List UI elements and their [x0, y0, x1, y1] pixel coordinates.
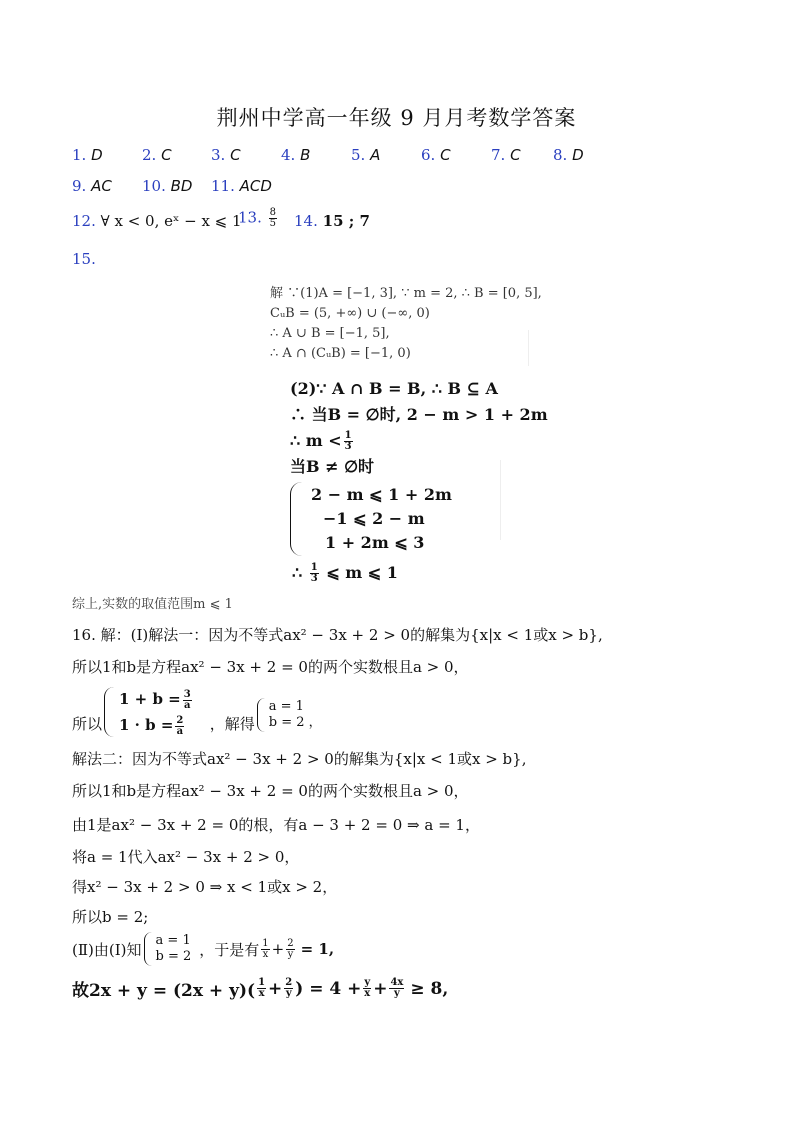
answer-7: 7. C	[491, 146, 521, 164]
left-brace	[290, 482, 305, 556]
answer-13: 13. $\frac{8}{5}$	[238, 207, 277, 229]
answer-12: 12. ∀ x < 0, eˣ − x ⩽ 1	[72, 212, 242, 230]
q15-system: 2 − m ⩽ 1 + 2m −1 ⩽ 2 − m 1 + 2m ⩽ 3	[290, 482, 452, 556]
q16-final-line: 故2x + y = (2x + y)( $\frac{1}{x}$ + $\frac{2}{y}$ ) = 4 + $\frac{y}{x}$ + $\frac{4x}{y}$ ≥ 8,	[72, 977, 449, 1001]
answer-14: 14. 15 ; 7	[294, 212, 370, 230]
q16-line-7: 将a = 1代入ax² − 3x + 2 > 0，	[72, 848, 300, 866]
q15-part1: 解 ∵(1)A = [−1, 3], ∵ m = 2, ∴ B = [0, 5], CᵤB = (5, +∞) ∪ (−∞, 0) ∴ A ∪ B = [−1, 5], ∴ A ∩ (CᵤB) = [−1, 0)	[270, 286, 542, 361]
answer-9: 9. AC	[72, 177, 112, 195]
left-brace	[104, 687, 115, 737]
q16-system-a: 所以 1 + b = $\frac{3}{a}$ 1 · b = $\frac{2}{a}$ ，解得 a = 1 b = 2 ，	[72, 688, 322, 737]
q16-line-1: 16. 解：(Ⅰ)解法一：因为不等式ax² − 3x + 2 > 0的解集为{x|x < 1或x > b},	[72, 626, 603, 644]
answer-10: 10. BD	[142, 177, 193, 195]
page-title: 荆州中学高一年级 9 月月考数学答案	[216, 106, 577, 130]
answer-6: 6. C	[421, 146, 451, 164]
answer-8: 8. D	[553, 146, 584, 164]
q16-part2-line: (Ⅱ)由(Ⅰ)知 a = 1 b = 2 ，于是有 $\frac{1}{x}$ + $\frac{2}{y}$ = 1,	[72, 933, 335, 964]
scan-edge-2	[500, 460, 501, 540]
q16-line-2: 所以1和b是方程ax² − 3x + 2 = 0的两个实数根且a > 0，	[72, 658, 469, 676]
q15-part2: (2)∵ A ∩ B = B, ∴ B ⊆ A ∴ 当B = ∅时, 2 − m > 1 + 2m ∴ m < $\frac{1}{3}$ 当B ≠ ∅时	[290, 379, 548, 476]
q16-line-9: 所以b = 2;	[72, 908, 149, 926]
answer-4: 4. B	[281, 146, 311, 164]
answer-2: 2. C	[142, 146, 172, 164]
answer-3: 3. C	[211, 146, 241, 164]
answer-11: 11. ACD	[211, 177, 272, 195]
left-brace	[257, 698, 266, 732]
question-15-number: 15.	[72, 250, 96, 268]
q16-line-4: 解法二：因为不等式ax² − 3x + 2 > 0的解集为{x|x < 1或x > b},	[72, 750, 527, 768]
scan-edge	[528, 330, 529, 366]
left-brace	[144, 932, 153, 966]
answer-5: 5. A	[351, 146, 381, 164]
q16-line-6: 由1是ax² − 3x + 2 = 0的根，有a − 3 + 2 = 0 ⇒ a = 1，	[72, 816, 480, 834]
q16-line-5: 所以1和b是方程ax² − 3x + 2 = 0的两个实数根且a > 0，	[72, 782, 469, 800]
q15-range: ∴ $\frac{1}{3}$ ⩽ m ⩽ 1	[292, 562, 398, 584]
q16-line-8: 得x² − 3x + 2 > 0 ⇒ x < 1或x > 2，	[72, 878, 338, 896]
answer-1: 1. D	[72, 146, 103, 164]
q15-conclusion: 综上,实数的取值范围m ⩽ 1	[72, 597, 233, 612]
